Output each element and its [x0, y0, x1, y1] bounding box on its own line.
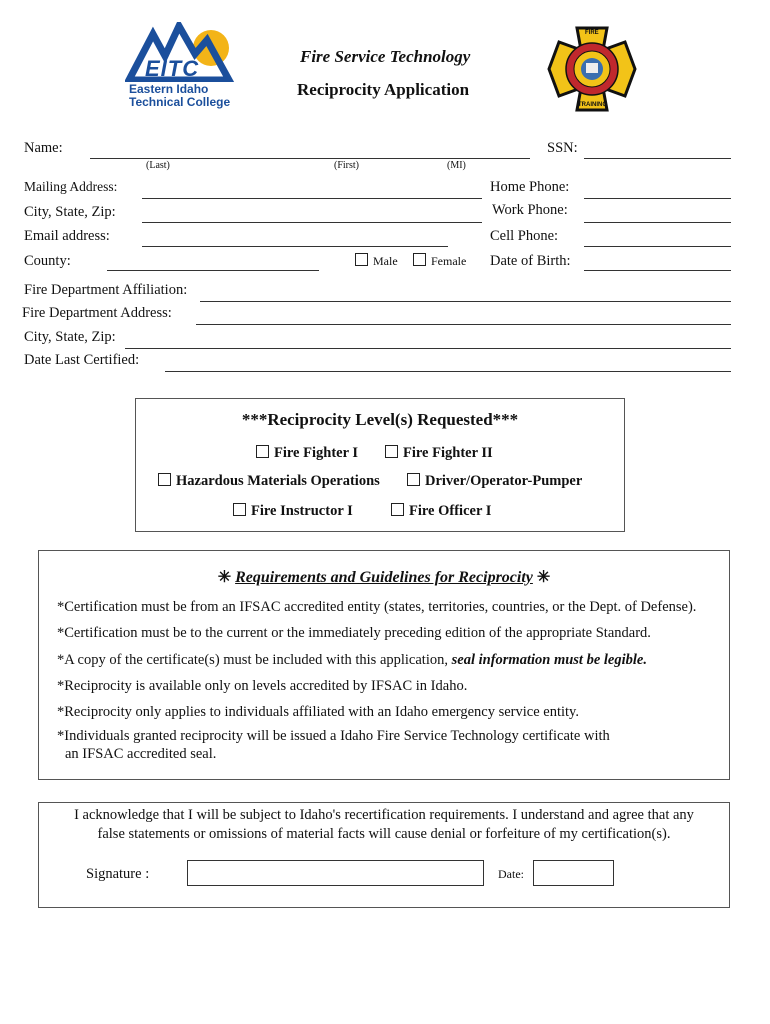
requirement-item: *Certification must be to the current or the immediately preceding edition of the appropriate Standard. [57, 625, 651, 641]
cell-phone-label: Cell Phone: [490, 228, 559, 244]
form-title: Fire Service Technology [300, 47, 471, 66]
home-phone-field[interactable] [584, 198, 731, 199]
acknowledgement-line1: I acknowledge that I will be subject to Idaho's recertification requirements. I understand and agree that any [74, 807, 694, 823]
star-icon: ✳ [217, 569, 232, 586]
fire-fighter-1-checkbox[interactable] [256, 445, 269, 458]
fire-officer-1-label: Fire Officer I [409, 503, 492, 519]
name-field[interactable] [90, 158, 530, 159]
dept-address-field[interactable] [196, 324, 731, 325]
hazmat-operations-label: Hazardous Materials Operations [176, 473, 380, 489]
fire-instructor-1-label: Fire Instructor I [251, 503, 353, 519]
county-label: County: [24, 253, 71, 269]
signature-field[interactable] [187, 860, 484, 886]
driver-operator-pumper-option[interactable] [407, 473, 582, 490]
seal-legible-note: seal information must be legible. [451, 652, 647, 668]
work-phone-field[interactable] [584, 222, 731, 223]
email-field[interactable] [142, 246, 448, 247]
requirement-item: *Reciprocity is available only on levels accredited by IFSAC in Idaho. [57, 678, 468, 694]
dept-address-label: Fire Department Address: [22, 305, 172, 321]
requirement-item: *Reciprocity only applies to individuals affiliated with an Idaho emergency service entity. [57, 704, 579, 720]
work-phone-label: Work Phone: [492, 202, 568, 218]
seal-top-text: FIRE [585, 30, 599, 36]
email-label: Email address: [24, 228, 110, 244]
fire-fighter-2-label: Fire Fighter II [403, 445, 493, 461]
city-state-zip-label: City, State, Zip: [24, 204, 116, 220]
signature-label: Signature : [86, 866, 150, 882]
requirement-item: *Individuals granted reciprocity will be issued a Idaho Fire Service Technology certificate with [57, 728, 610, 744]
male-label: Male [373, 254, 398, 268]
male-option[interactable] [355, 253, 398, 269]
fire-fighter-2-option[interactable] [385, 445, 493, 462]
logo-text: EITC [145, 56, 200, 81]
county-field[interactable] [107, 270, 319, 271]
requirement-item-text: *A copy of the certificate(s) must be included with this application, [57, 652, 448, 668]
name-label: Name: [24, 140, 63, 156]
college-name-line2: Technical College [129, 95, 231, 109]
requirement-item [57, 652, 647, 669]
dept-city-state-zip-field[interactable] [125, 348, 731, 349]
date-last-certified-label: Date Last Certified: [24, 352, 140, 368]
fire-fighter-2-checkbox[interactable] [385, 445, 398, 458]
requirements-heading-text: Requirements and Guidelines for Reciprocity [235, 569, 533, 586]
fire-fighter-1-label: Fire Fighter I [274, 445, 359, 461]
requirement-item: *Certification must be from an IFSAC accredited entity (states, territories, countries, or the Dept. of Defense). [57, 599, 697, 615]
star-icon: ✳ [536, 569, 551, 586]
driver-operator-pumper-label: Driver/Operator-Pumper [425, 473, 583, 489]
driver-operator-pumper-checkbox[interactable] [407, 473, 420, 486]
first-name-hint: (First) [334, 160, 359, 171]
fire-instructor-1-option[interactable] [233, 503, 353, 520]
seal-bottom-text: TRAINING [578, 102, 607, 108]
mi-hint: (MI) [447, 160, 466, 171]
eitc-logo [125, 22, 243, 110]
fire-officer-1-option[interactable] [391, 503, 491, 520]
city-state-zip-field[interactable] [142, 222, 482, 223]
fire-training-seal [547, 26, 637, 112]
female-checkbox[interactable] [413, 253, 426, 266]
fire-officer-1-checkbox[interactable] [391, 503, 404, 516]
form-subtitle: Reciprocity Application [297, 80, 470, 99]
mailing-address-label: Mailing Address: [24, 179, 118, 194]
cell-phone-field[interactable] [584, 246, 731, 247]
maltese-cross-seal-icon [547, 26, 637, 112]
last-name-hint: (Last) [146, 160, 170, 171]
dept-affiliation-field[interactable] [200, 301, 731, 302]
date-field[interactable] [533, 860, 614, 886]
ssn-field[interactable] [584, 158, 731, 159]
fire-fighter-1-option[interactable] [256, 445, 358, 462]
fire-instructor-1-checkbox[interactable] [233, 503, 246, 516]
female-label: Female [431, 254, 467, 268]
reciprocity-levels-heading: ***Reciprocity Level(s) Requested*** [241, 410, 519, 429]
date-of-birth-field[interactable] [584, 270, 731, 271]
male-checkbox[interactable] [355, 253, 368, 266]
dept-affiliation-label: Fire Department Affiliation: [24, 282, 188, 298]
mailing-address-field[interactable] [142, 198, 482, 199]
home-phone-label: Home Phone: [490, 179, 570, 195]
dept-city-state-zip-label: City, State, Zip: [24, 329, 116, 345]
college-name-line1: Eastern Idaho [129, 82, 209, 96]
ssn-label: SSN: [547, 140, 578, 156]
requirement-item-continued: an IFSAC accredited seal. [65, 746, 217, 762]
female-option[interactable] [413, 253, 466, 269]
hazmat-operations-option[interactable] [158, 473, 380, 490]
hazmat-operations-checkbox[interactable] [158, 473, 171, 486]
date-of-birth-label: Date of Birth: [490, 253, 571, 269]
requirements-heading [38, 567, 730, 587]
date-last-certified-field[interactable] [165, 371, 731, 372]
date-label: Date: [498, 867, 524, 881]
acknowledgement-line2: false statements or omissions of material facts will cause denial or forfeiture of my certification(s). [97, 826, 671, 842]
